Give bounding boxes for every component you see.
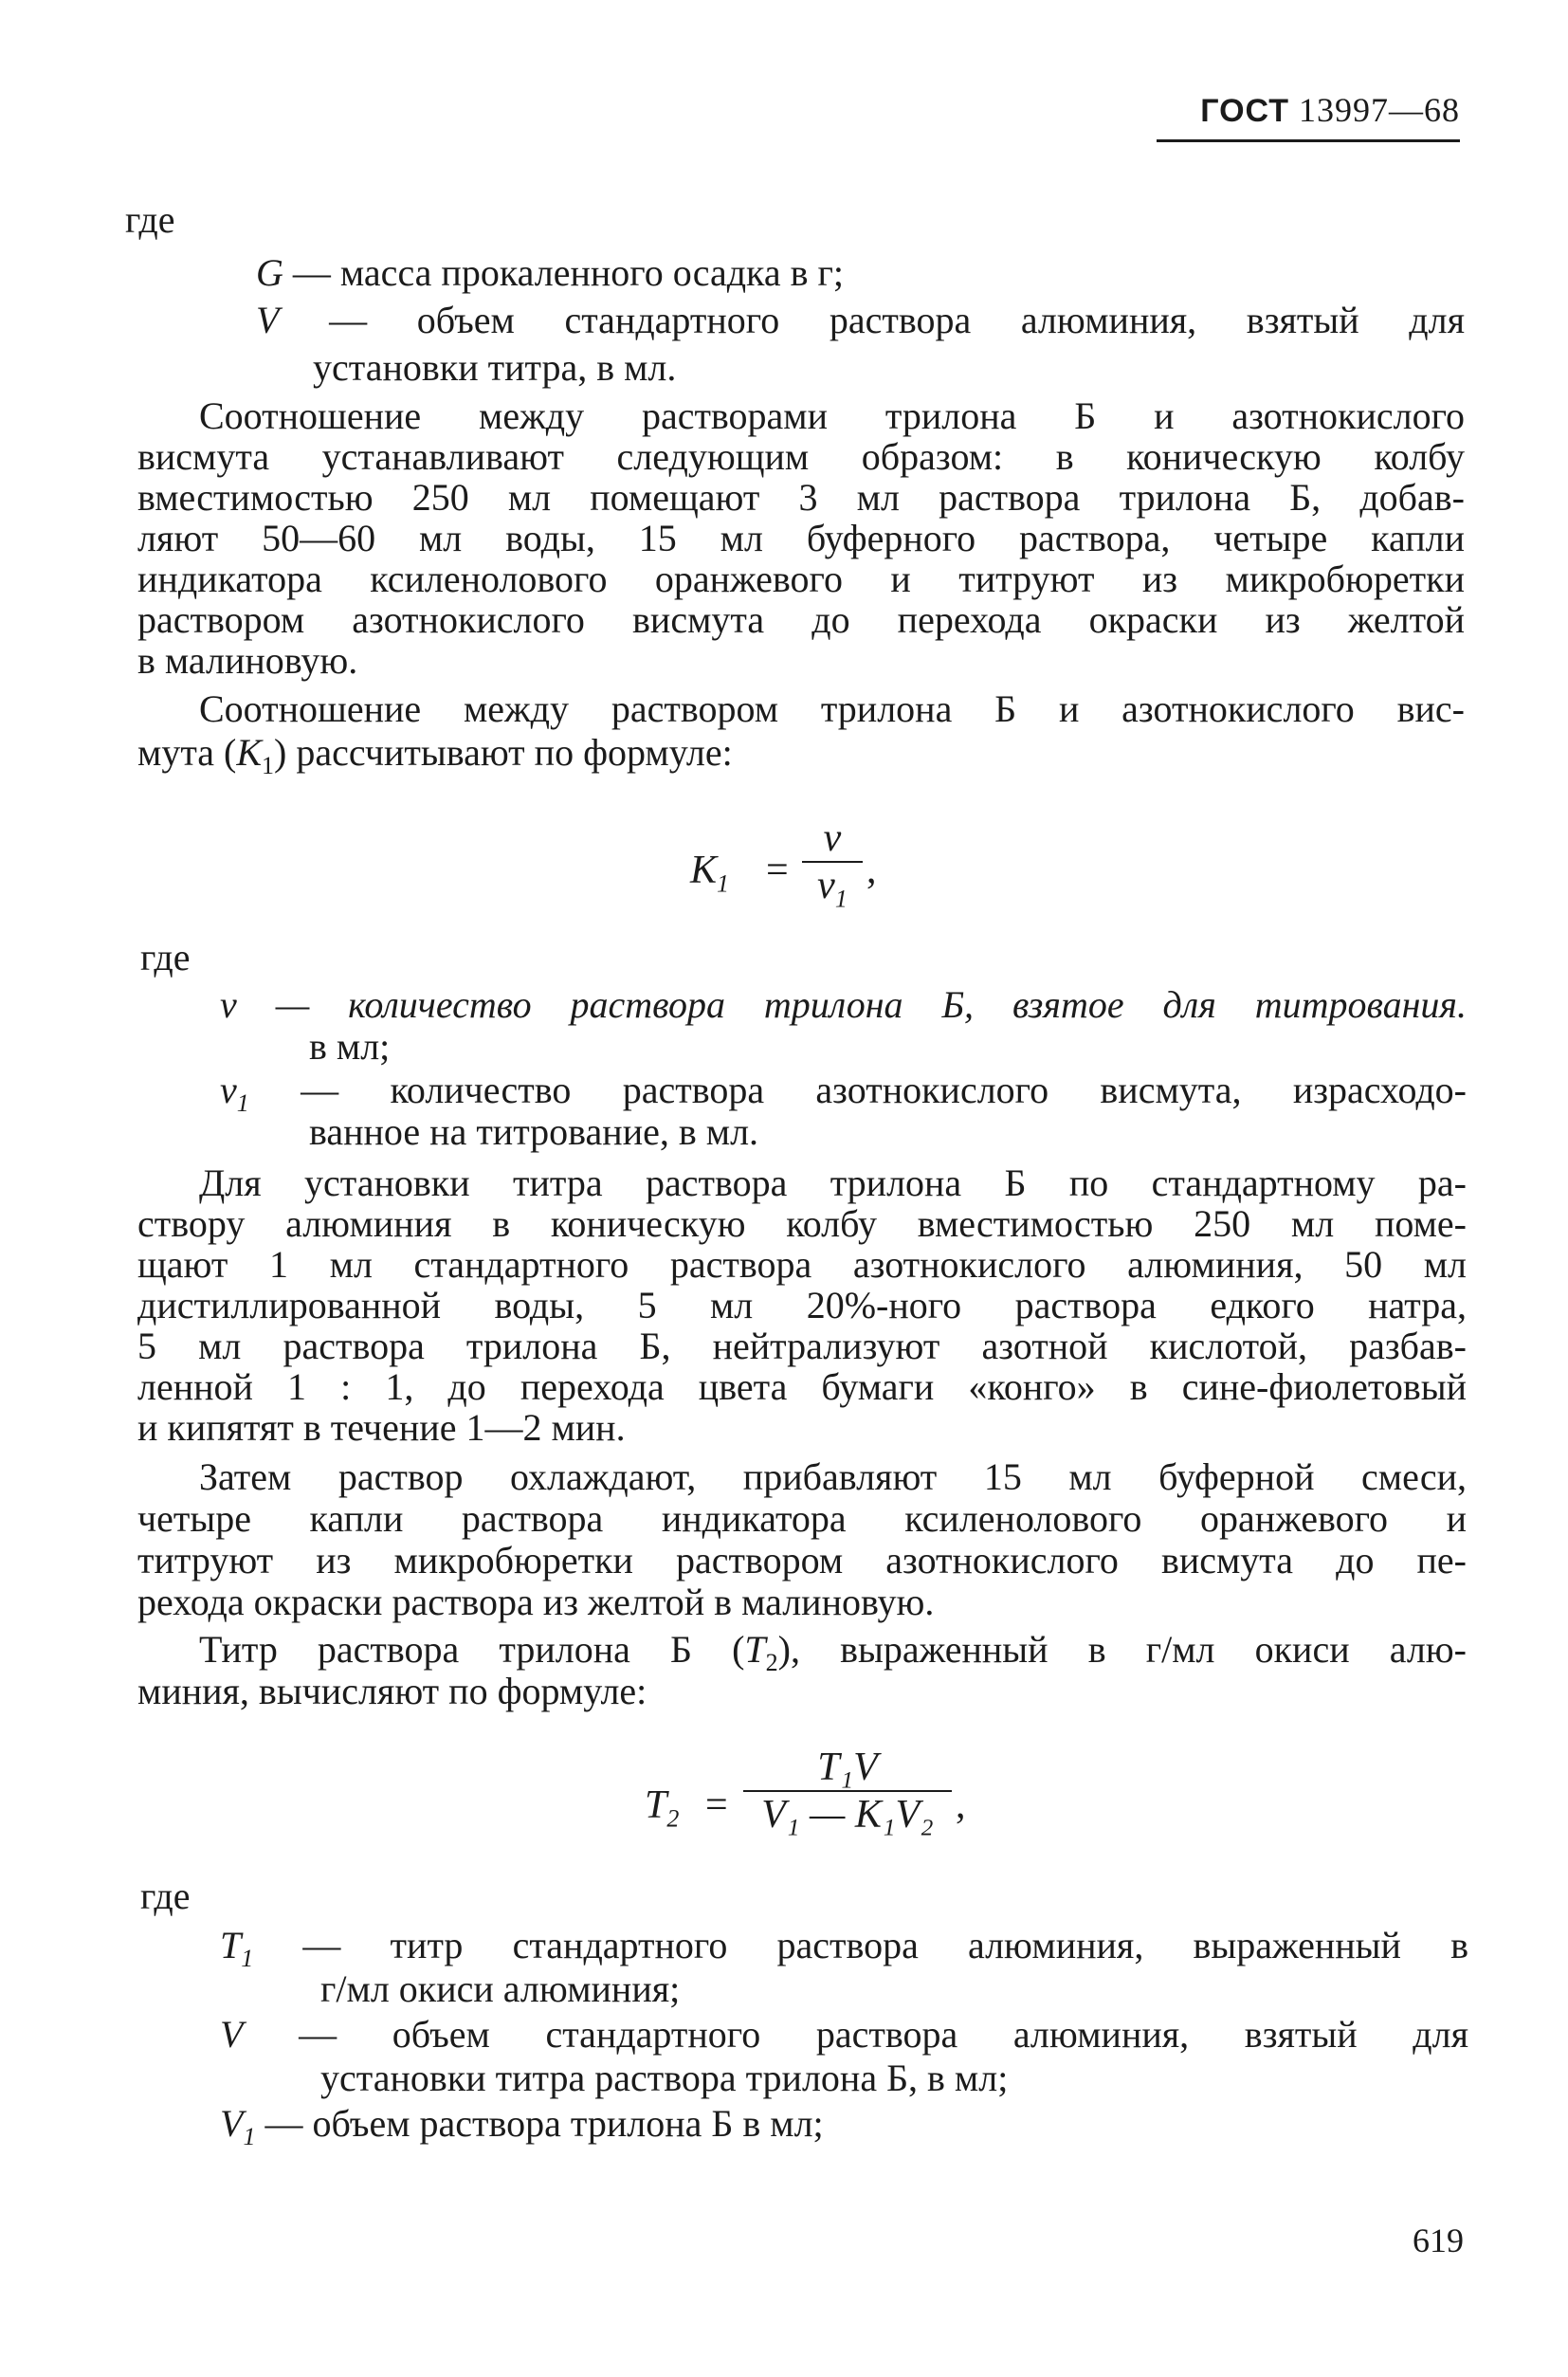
para3-line: щают 1 мл стандартного раствора азотнокислого алюминия, 50 мл — [137, 1243, 1467, 1286]
formula-k1-den-var: v — [817, 864, 835, 907]
para1-line: индикатора ксиленолового оранжевого и титруют из микробюретки — [137, 558, 1465, 600]
definition-t1-text: — титр стандартного раствора алюминия, выраженный в — [302, 1924, 1468, 1966]
formula-t2-numerator: T₁V — [817, 1746, 878, 1789]
formula-k1-lhs-var: K — [690, 849, 718, 892]
definition-v-big-text: — объем стандартного раствора алюминия, взятый для — [299, 2013, 1468, 2056]
definition-v-line1 — [256, 300, 1465, 341]
where-label-2: где — [140, 936, 191, 978]
para2-line2 — [137, 732, 733, 787]
definition-v-text: — объем стандартного раствора алюминия, взятый для — [329, 299, 1465, 341]
var-t1-sub: 1 — [241, 1945, 254, 1972]
formula-t2-fraction — [743, 1745, 952, 1838]
definition-v-big-line2: установки титра раствора трилона Б, в мл; — [320, 2057, 1009, 2099]
standard-number: 13997—68 — [1299, 91, 1460, 129]
para2-line1: Соотношение между раствором трилона Б и азотнокислого вис- — [199, 687, 1465, 730]
where-label-1: где — [125, 198, 175, 241]
var-t2-sub: 2 — [765, 1649, 778, 1676]
definition-g-text: — масса прокаленного осадка в г; — [292, 251, 845, 294]
formula-k1-comma: , — [866, 849, 877, 892]
var-v1-big — [220, 2102, 256, 2150]
formula-k1-den-sub: 1 — [834, 885, 848, 913]
var-v1-big-letter: V — [220, 2102, 244, 2145]
para4-line: рехода окраски раствора из желтой в малиновую. — [137, 1581, 935, 1623]
var-t1 — [220, 1924, 254, 1972]
para5-text-end: ), выраженный в г/мл окиси алю- — [777, 1628, 1467, 1671]
formula-t2-denominator: V₁ — K₁V₂ — [761, 1793, 934, 1837]
page-number: 619 — [1413, 2222, 1464, 2259]
para3-line: створу алюминия в коническую колбу вместимостью 250 мл поме- — [137, 1202, 1467, 1245]
header-rule — [1157, 139, 1460, 142]
var-v1-small-letter: v — [220, 1069, 237, 1111]
var-v1-small-sub: 1 — [236, 1089, 249, 1117]
var-t1-letter: T — [220, 1924, 242, 1966]
para1-line: раствором азотнокислого висмута до перехода окраски из желтой — [137, 598, 1465, 641]
var-v-big: V — [220, 2013, 244, 2056]
para1-line: висмута устанавливают следующим образом: в коническую колбу — [137, 435, 1465, 478]
para3-line: Для установки титра раствора трилона Б по стандартному ра- — [199, 1161, 1467, 1204]
para1-line: в малиновую. — [137, 639, 358, 682]
para4-line: Затем раствор охлаждают, прибавляют 15 мл буферной смеси, — [199, 1455, 1467, 1498]
para2-text-end: ) рассчитывают по формуле: — [274, 731, 733, 774]
var-v: V — [256, 299, 280, 341]
page-header — [1157, 90, 1460, 147]
para2-text-start: мута ( — [137, 731, 237, 774]
formula-k1-denominator — [802, 863, 863, 913]
where-label-3: где — [140, 1874, 191, 1917]
var-v1-big-sub: 1 — [243, 2123, 256, 2150]
var-g: G — [256, 251, 283, 294]
para1-line: вместимостью 250 мл помещают 3 мл раствора трилона Б, добав- — [137, 476, 1465, 519]
definition-v-big-line1 — [220, 2014, 1468, 2056]
gost-label: ГОСТ — [1200, 93, 1289, 129]
formula-k1-numerator: v — [823, 816, 842, 860]
para5-text-start: Титр раствора трилона Б ( — [199, 1628, 745, 1671]
var-v1-small — [220, 1069, 249, 1117]
formula-k1 — [690, 815, 937, 920]
definition-v1-small-text: — количество раствора азотнокислого висмута, израсходо- — [301, 1069, 1467, 1111]
formula-t2 — [645, 1745, 1024, 1858]
formula-k1-lhs — [690, 848, 729, 898]
formula-k1-equals: = — [766, 849, 789, 892]
formula-t2-comma: , — [956, 1783, 966, 1827]
definition-v-small-text: — количество раствора трилона Б, взятое для титрования. — [275, 983, 1468, 1026]
definition-v-small-line1 — [220, 984, 1467, 1026]
definition-v-line2: установки титра, в мл. — [313, 346, 677, 389]
definition-g — [256, 252, 844, 294]
formula-t2-lhs-var: T — [645, 1783, 667, 1827]
formula-t2-lhs-sub: 2 — [666, 1804, 680, 1833]
var-t2: T — [744, 1628, 766, 1671]
formula-t2-equals: = — [705, 1783, 728, 1827]
para4-line: четыре капли раствора индикатора ксиленолового оранжевого и — [137, 1497, 1467, 1540]
para1-line: ляют 50—60 мл воды, 15 мл буферного раствора, четыре капли — [137, 517, 1465, 559]
formula-t2-lhs — [645, 1783, 679, 1833]
formula-k1-fraction — [802, 815, 863, 913]
para1-line: Соотношение между растворами трилона Б и азотнокислого — [199, 394, 1465, 437]
definition-v-small-line2: в мл; — [309, 1025, 391, 1068]
var-k1-sub: 1 — [262, 752, 275, 779]
para3-line: ленной 1 : 1, до перехода цвета бумаги «конго» в сине-фиолетовый — [137, 1365, 1467, 1408]
para3-line: дистиллированной воды, 5 мл 20%-ного раствора едкого натра, — [137, 1284, 1467, 1326]
definition-v1-small-line2: ванное на титрование, в мл. — [309, 1110, 759, 1153]
definition-v1-big — [220, 2103, 824, 2158]
para4-line: титруют из микробюретки раствором азотнокислого висмута до пе- — [137, 1539, 1467, 1582]
para3-line: и кипятят в течение 1—2 мин. — [137, 1406, 626, 1449]
para3-line: 5 мл раствора трилона Б, нейтрализуют азотной кислотой, разбав- — [137, 1325, 1467, 1367]
formula-k1-lhs-sub: 1 — [717, 869, 730, 898]
standard-designation — [1200, 90, 1460, 130]
definition-v1-big-text: — объем раствора трилона Б в мл; — [264, 2102, 824, 2145]
definition-t1-line2: г/мл окиси алюминия; — [320, 1967, 681, 2010]
var-v-small: v — [220, 983, 237, 1026]
var-k1: K — [236, 731, 263, 774]
para5-line2: миния, вычисляют по формуле: — [137, 1670, 647, 1712]
